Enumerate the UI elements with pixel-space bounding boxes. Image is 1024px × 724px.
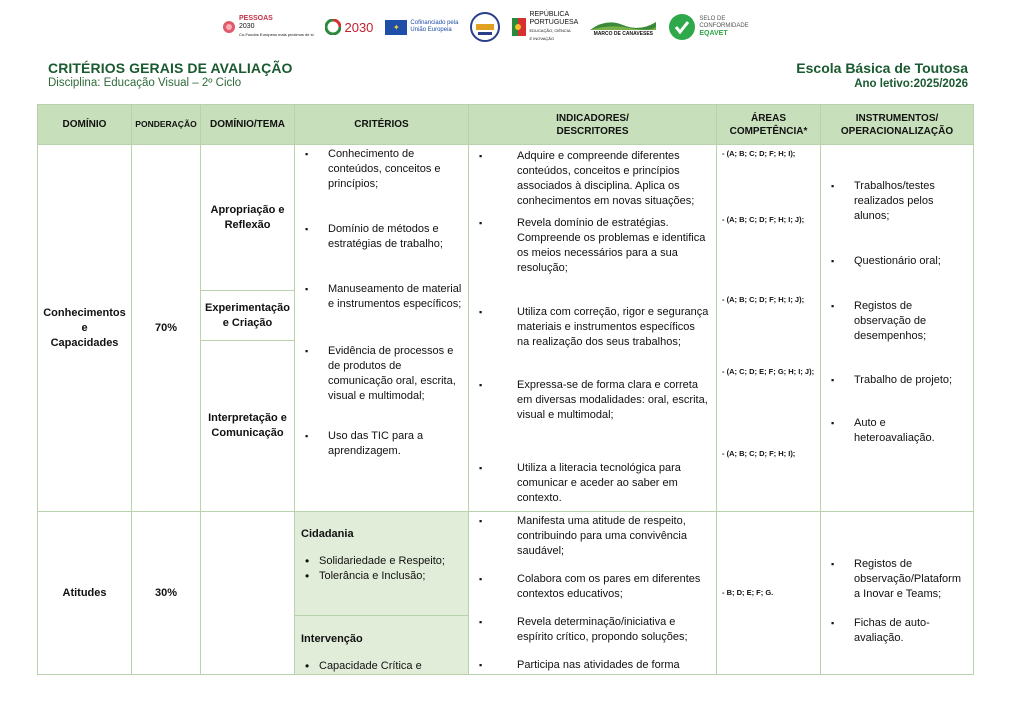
intervencao-cell — [295, 616, 469, 675]
dominio-line1: Conhecimentos — [43, 306, 126, 319]
criterios-list — [295, 147, 468, 459]
list-item: • Capacidade Crítica e — [295, 659, 468, 674]
eqavet-logo — [668, 13, 748, 41]
col-header-areas — [717, 105, 821, 145]
areas-header-line1: ÁREAS — [750, 112, 786, 124]
list-item: ▪ Questionário oral; — [821, 254, 973, 269]
atitudes-instrumentos-cell — [821, 512, 974, 675]
portugal-2030-logo — [325, 19, 373, 35]
list-item: ▪ Conhecimento de conteúdos, conceitos e princípios; — [295, 147, 468, 192]
list-item: ▪ Evidência de processos e de produtos de comunicação oral, escrita, visual e multimodal; — [295, 344, 468, 404]
pt2030-year: 2030 — [344, 19, 374, 35]
tema-atitudes-empty — [201, 512, 295, 675]
list-item: ▪ Domínio de métodos e estratégias de trabalho; — [295, 222, 468, 252]
col-header-tema: DOMÍNIO/TEMA — [201, 105, 295, 145]
atitudes-indicadores-list — [469, 514, 716, 673]
pessoas-label: PESSOAS — [239, 15, 273, 22]
eqavet-line3: EQAVET — [699, 30, 728, 37]
areas-item: - (A; C; D; E; F; G; H; I; J); — [722, 367, 815, 376]
list-item: ▪ Auto e heteroavaliação. — [821, 416, 973, 446]
indicadores-header-line2: DESCRITORES — [556, 125, 629, 137]
pessoas-flower-icon — [222, 20, 236, 34]
indicadores-list — [469, 149, 716, 506]
table-row — [38, 145, 974, 291]
dominio-line2: e — [81, 321, 88, 334]
indicadores-header-line1: INDICADORES/ — [556, 112, 629, 124]
school-year: Ano letivo:2025/2026 — [854, 78, 968, 90]
areas-item: - (A; B; C; D; F; H; I); — [722, 449, 796, 458]
pessoas-2030-logo — [222, 15, 313, 39]
eu-line1: Cofinanciado pela — [410, 20, 459, 26]
instrumentos-cell — [821, 145, 974, 512]
list-item: ▪ Registos de observação de desempenhos; — [821, 299, 973, 344]
list-item: ▪ Manifesta uma atitude de respeito, contribuindo para uma convivência saudável; — [469, 514, 716, 559]
areas-item: - B; D; E; F; G. — [722, 588, 774, 597]
rp-line4: E INOVAÇÃO — [529, 36, 555, 41]
strategy-badge-logo — [470, 12, 500, 42]
document-header-right — [796, 60, 968, 90]
col-header-criterios: CRITÉRIOS — [295, 105, 469, 145]
list-item: ▪ Utiliza com correção, rigor e segurança materiais e instrumentos específicos na realização dos seus trabalhos; — [469, 305, 716, 350]
eu-flag-icon: ✦ — [385, 20, 407, 35]
list-item: ▪ Registos de observação/Plataform a Inovar e Teams; — [821, 557, 973, 602]
list-item: ▪ Colabora com os pares em diferentes contextos educativos; — [469, 572, 716, 602]
col-header-dominio: DOMÍNIO — [38, 105, 132, 145]
col-header-instrumentos — [821, 105, 974, 145]
list-item: ▪ Fichas de auto-avaliação. — [821, 616, 973, 646]
areas-item: - (A; B; C; D; F; H; I); — [722, 149, 796, 158]
marco-de-canaveses-logo — [590, 16, 656, 38]
criteria-table — [37, 104, 974, 675]
list-item: ▪ Participa nas atividades de forma — [469, 658, 716, 673]
intervencao-title: Intervenção — [301, 633, 363, 645]
eu-cofinanced-logo — [385, 20, 458, 35]
ponderacao-70: 70% — [132, 145, 201, 512]
list-item: ▪ Trabalhos/testes realizados pelos alunos; — [821, 179, 973, 224]
pessoas-year: 2030 — [239, 23, 255, 30]
marco-label: MARCO DE CANAVESES — [593, 31, 654, 37]
dominio-conhecimentos — [38, 145, 132, 512]
rp-line2: PORTUGUESA — [529, 19, 579, 26]
intervencao-list — [295, 659, 468, 674]
areas-item: - (A; B; C; D; F; H; I; J); — [722, 295, 805, 304]
tema-experimentacao: Experimentação e Criação — [201, 291, 295, 341]
school-name: Escola Básica de Toutosa — [796, 60, 968, 76]
cidadania-cell — [295, 512, 469, 616]
atitudes-indicadores-cell — [469, 512, 717, 675]
atitudes-areas-cell — [717, 512, 821, 675]
eu-line2: União Europeia — [410, 27, 452, 33]
indicadores-cell — [469, 145, 717, 512]
rp-line1: REPÚBLICA — [529, 11, 570, 18]
list-item: • Solidariedade e Respeito; — [295, 554, 468, 569]
instrumentos-header-line1: INSTRUMENTOS/ — [855, 112, 939, 124]
dominio-atitudes: Atitudes — [38, 512, 132, 675]
areas-item: - (A; B; C; D; F; H; I; J); — [722, 215, 805, 224]
strategy-badge-icon — [470, 12, 500, 42]
atitudes-instrumentos-list — [821, 557, 973, 646]
eqavet-line1: SELO DE — [699, 16, 726, 22]
rp-line3: EDUCAÇÃO, CIÊNCIA — [529, 28, 571, 33]
instrumentos-header-line2: OPERACIONALIZAÇÃO — [840, 125, 954, 137]
page-subtitle: Disciplina: Educação Visual – 2º Ciclo — [48, 77, 242, 89]
table-row — [38, 512, 974, 616]
republica-emblem-icon — [512, 18, 526, 36]
list-item: ▪ Utiliza a literacia tecnológica para comunicar e aceder ao saber em contexto. — [469, 461, 716, 506]
list-item: ▪ Revela domínio de estratégias. Compreende os problemas e identifica os meios necessários para a sua resolução; — [469, 216, 716, 276]
areas-cell — [717, 145, 821, 512]
dominio-line3: Capacidades — [50, 336, 119, 349]
table-header-row — [38, 105, 974, 145]
list-item: ▪ Manuseamento de material e instrumentos específicos; — [295, 282, 468, 312]
logo-strip — [222, 10, 752, 44]
tema-apropriacao: Apropriação e Reflexão — [201, 145, 295, 291]
cidadania-list — [295, 554, 468, 584]
portugal-2030-icon — [325, 19, 341, 35]
eqavet-check-icon — [668, 13, 696, 41]
criterios-cell — [295, 145, 469, 512]
republica-portuguesa-logo — [512, 11, 578, 43]
list-item: ▪ Revela determinação/iniciativa e espírito crítico, propondo soluções; — [469, 615, 716, 645]
ponderacao-30: 30% — [132, 512, 201, 675]
eqavet-line2: CONFORMIDADE — [699, 23, 749, 29]
marco-landscape-icon — [590, 16, 656, 30]
col-header-indicadores — [469, 105, 717, 145]
page-title: CRITÉRIOS GERAIS DE AVALIAÇÃO — [48, 60, 293, 76]
cidadania-title: Cidadania — [301, 528, 354, 540]
tema-interpretacao: Interpretação e Comunicação — [201, 341, 295, 512]
col-header-ponderacao: PONDERAÇÃO — [132, 105, 201, 145]
document-header-left — [48, 60, 293, 89]
pessoas-caption: Co-Fundos Europeus mais próximos de si — [239, 32, 314, 37]
list-item: ▪ Trabalho de projeto; — [821, 373, 973, 388]
areas-header-line2: COMPETÊNCIA* — [729, 125, 808, 137]
list-item: ▪ Adquire e compreende diferentes conteúdos, conceitos e princípios associados à disciplina. Aplica os conhecimentos em novas situações; — [469, 149, 716, 209]
list-item: • Tolerância e Inclusão; — [295, 569, 468, 584]
instrumentos-list — [821, 179, 973, 446]
list-item: ▪ Expressa-se de forma clara e correta em diversas modalidades: oral, escrita, visual e multimodal; — [469, 378, 716, 423]
list-item: ▪ Uso das TIC para a aprendizagem. — [295, 429, 468, 459]
